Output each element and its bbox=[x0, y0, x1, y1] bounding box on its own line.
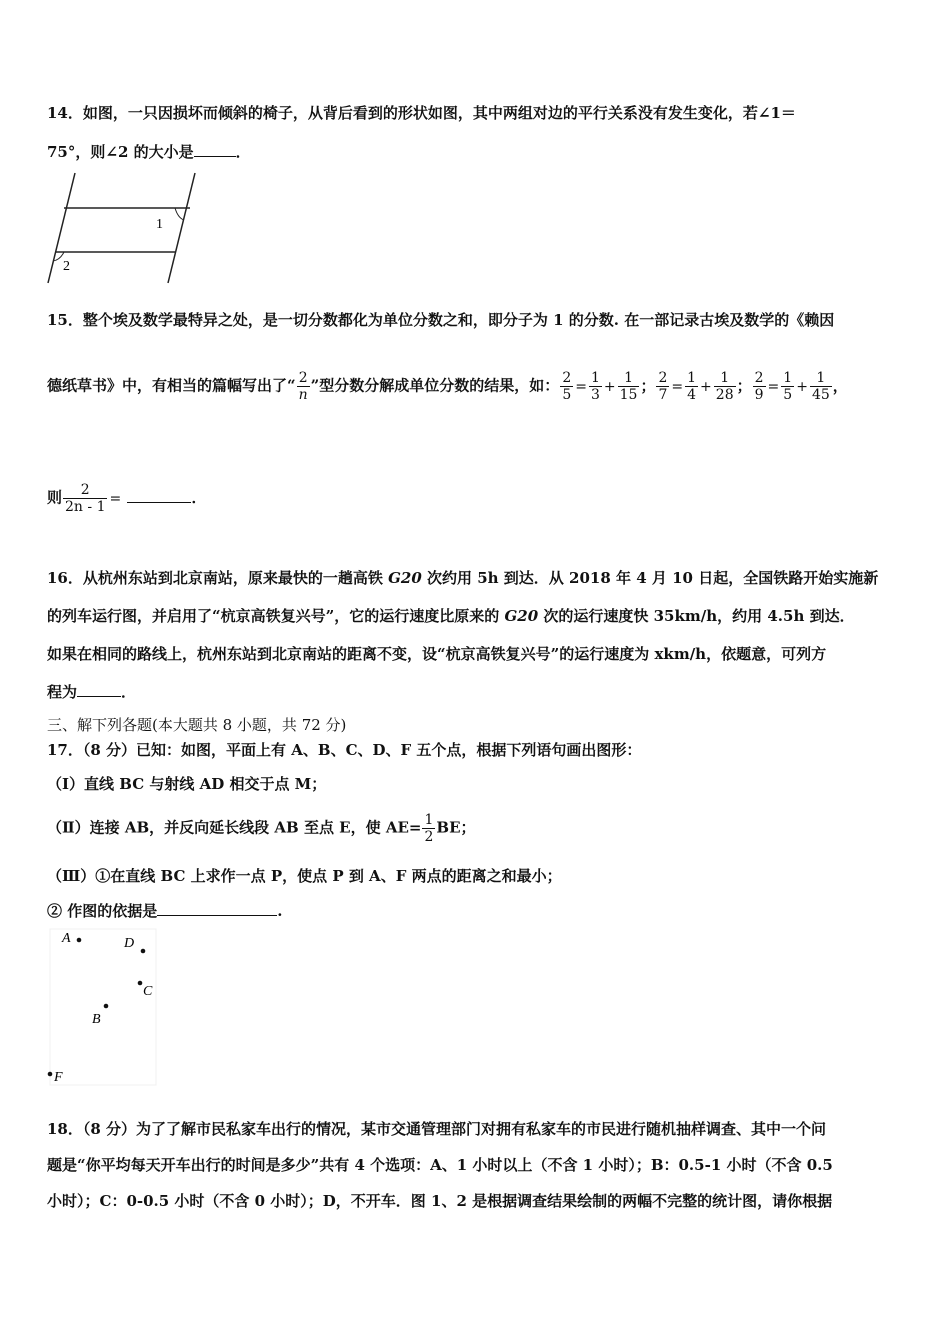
section-3-heading: 三、解下列各题(本大题共 8 小题，共 72 分) bbox=[47, 716, 347, 734]
q17-item-2: （Ⅱ）连接 AB，并反向延长线段 AB 至点 E，使 AE= $\frac{1}{2}$ BE； bbox=[47, 812, 476, 845]
point-a-label: A bbox=[62, 931, 71, 946]
point-b bbox=[104, 1004, 109, 1009]
point-d-label: D bbox=[124, 936, 135, 951]
point-f bbox=[48, 1072, 53, 1077]
q15-line-1: 15．整个埃及数学最特异之处，是一切分数都化为单位分数之和，即分子为 1 的分数. 在一部记录古埃及数学的《赖因 bbox=[47, 311, 835, 329]
fraction-2-over-n: $\frac{2}{n}$ bbox=[298, 370, 308, 403]
point-d bbox=[141, 949, 146, 954]
q18-line-3: 小时）；C：0-0.5 小时（不含 0 小时）；D，不开车．图 1、2 是根据调查结果绘制的两幅不完整的统计图，请你根据 bbox=[47, 1192, 833, 1210]
chair-figure bbox=[40, 168, 210, 288]
answer-blank bbox=[127, 501, 191, 503]
answer-blank bbox=[157, 914, 277, 916]
q16-line-3: 如果在相同的路线上，杭州东站到北京南站的距离不变，设“杭京高铁复兴号”的运行速度为 xkm/h，依题意，可列方 bbox=[47, 645, 827, 663]
q14-line-2: 75°，则∠2 的大小是 ． bbox=[47, 143, 251, 161]
point-f-label: F bbox=[54, 1070, 63, 1085]
angle-1-label: 1 bbox=[156, 217, 163, 232]
fraction-one-half: $\frac{1}{2}$ bbox=[424, 812, 434, 845]
points-figure bbox=[42, 925, 162, 1090]
q16-line-2: 的列车运行图，并启用了“杭京高铁复兴号”，它的运行速度比原来的 G20 次的运行速度快 35km/h，约用 4.5h 到达． bbox=[47, 607, 855, 625]
q17-item-3: （Ⅲ）①在直线 BC 上求作一点 P，使点 P 到 A、F 两点的距离之和最小； bbox=[47, 867, 562, 885]
q15-line-3: 则 $\frac{2}{2n - 1}$ = ． bbox=[47, 482, 207, 515]
q14-line-1: 14．如图，一只因损坏而倾斜的椅子，从背后看到的形状如图，其中两组对边的平行关系没有发生变化，若∠1＝ bbox=[47, 104, 796, 122]
q16-line-4: 程为 ． bbox=[47, 683, 137, 701]
q16-line-1: 16．从杭州东站到北京南站，原来最快的一趟高铁 G20 次约用 5h 到达．从 2018 年 4 月 10 日起，全国铁路开始实施新 bbox=[47, 569, 879, 587]
answer-blank bbox=[194, 155, 236, 157]
answer-blank bbox=[77, 695, 121, 697]
figure-border bbox=[50, 929, 156, 1085]
example-1: $\frac{2}{7}$ = $\frac{1}{4}$ + $\frac{1}{28}$ ； bbox=[658, 370, 752, 403]
q18-line-2: 题是“你平均每天开车出行的时间是多少”共有 4 个选项：A、1 小时以上（不含 1 小时）；B：0.5-1 小时（不含 0.5 bbox=[47, 1156, 833, 1174]
chair-left-leg bbox=[48, 173, 75, 283]
fraction-2-over-2n-1: $\frac{2}{2n - 1}$ bbox=[65, 482, 106, 515]
example-2: $\frac{2}{9}$ = $\frac{1}{5}$ + $\frac{1}{45}$ ， bbox=[754, 370, 848, 403]
chair-right-leg bbox=[168, 173, 195, 283]
q17-item-1: （Ⅰ）直线 BC 与射线 AD 相交于点 M； bbox=[47, 775, 327, 793]
angle-1-arc bbox=[175, 208, 184, 220]
q17-item-4: ② 作图的依据是 . bbox=[47, 902, 283, 920]
point-c bbox=[138, 981, 143, 986]
angle-2-label: 2 bbox=[63, 259, 70, 274]
q15-line-2: 德纸草书》中，有相当的篇幅写出了“ $\frac{2}{n}$ ”型分数分解成单位分数的结果，如： $\frac{2}{5}$ = $\frac{1}{3}$ + $\frac{1}{15}$ ； $\frac{2}{7}$ = $\frac{1}{4}$ + $\frac{1}{28}$ ； $\frac{2}{9}$ = $\frac{1}{5}$ + $\frac{1}{45}$ ， bbox=[47, 370, 848, 403]
point-b-label: B bbox=[92, 1012, 101, 1027]
q17-line-1: 17．（8 分）已知：如图，平面上有 A、B、C、D、F 五个点，根据下列语句画出图形： bbox=[47, 741, 642, 759]
point-a bbox=[77, 938, 82, 943]
q18-line-1: 18．（8 分）为了了解市民私家车出行的情况，某市交通管理部门对拥有私家车的市民进行随机抽样调查、其中一个问 bbox=[47, 1120, 827, 1138]
example-0: $\frac{2}{5}$ = $\frac{1}{3}$ + $\frac{1}{15}$ ； bbox=[562, 370, 656, 403]
point-c-label: C bbox=[143, 984, 153, 999]
